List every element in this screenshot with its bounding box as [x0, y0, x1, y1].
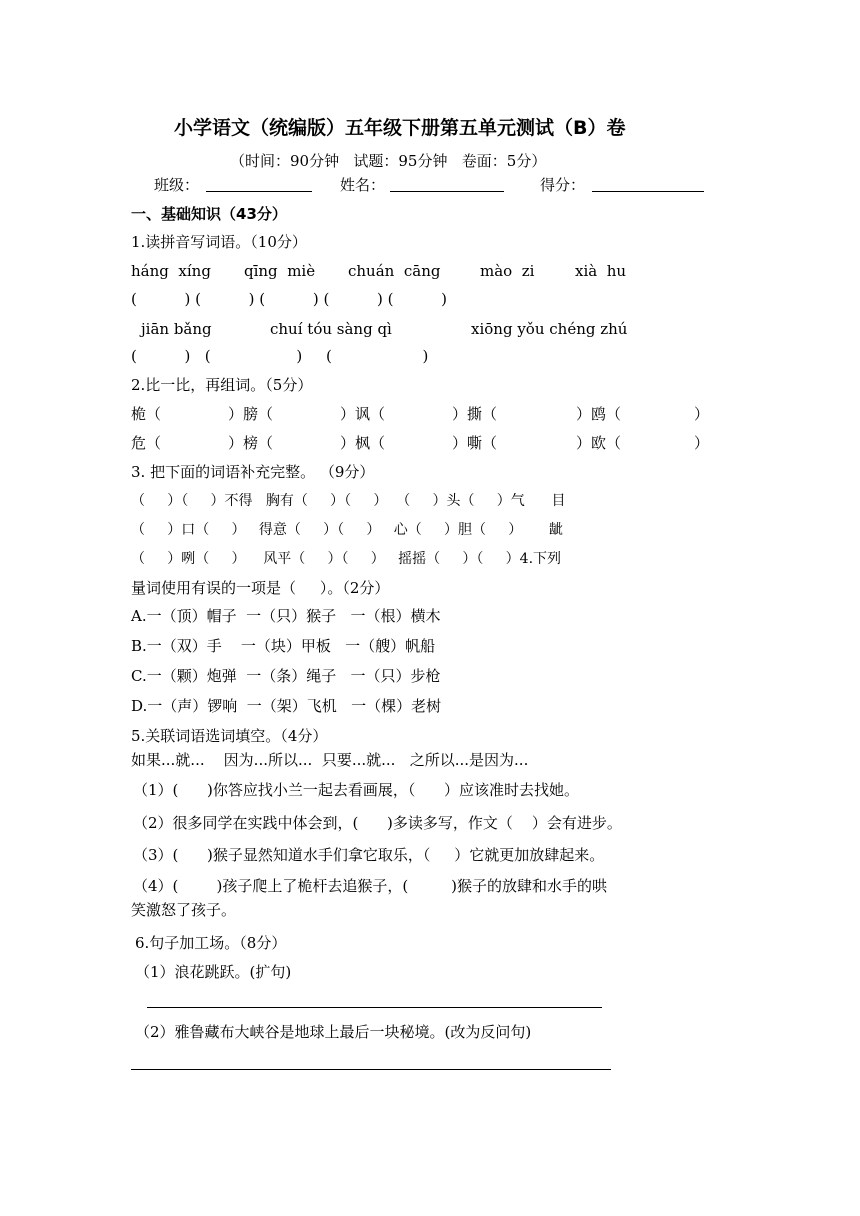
- answer-brackets[interactable]: ( ) ( ) ( ): [131, 347, 429, 365]
- pinyin-6: jiān bǎng: [141, 320, 212, 338]
- name-blank[interactable]: [390, 191, 504, 192]
- q4-option-c: C.一（颗）炮弹 一（条）绳子 一（只）步枪: [131, 667, 441, 685]
- q4-option-b: B.一（双）手 一（块）甲板 一（艘）帆船: [131, 637, 436, 655]
- pinyin-2: qīng miè: [244, 262, 316, 280]
- pinyin-3: chuán cāng: [348, 262, 441, 280]
- pinyin-4: mào zi: [480, 262, 535, 280]
- score-blank[interactable]: [592, 191, 704, 192]
- q5-heading: 5.关联词语选词填空。（4分）: [131, 727, 328, 745]
- q4-option-d: D.一（声）锣响 一（架）飞机 一（棵）老树: [131, 697, 442, 715]
- q5-item-4: （4）( )孩子爬上了桅杆去追猴子，( )猴子的放肆和水手的哄: [133, 877, 608, 895]
- q2-heading: 2.比一比，再组词。（5分）: [131, 376, 313, 394]
- pinyin-8: xiōng yǒu chéng zhú: [471, 320, 628, 338]
- q3-heading: 3. 把下面的词语补充完整。 （9分）: [131, 463, 375, 481]
- pinyin-7: chuí tóu sàng qì: [270, 320, 392, 338]
- compare-char: 危（: [131, 434, 162, 452]
- compare-char: ）枫（: [340, 434, 386, 452]
- q1-heading: 1.读拼音写词语。（10分）: [131, 233, 307, 251]
- answer-line-1[interactable]: [147, 1007, 602, 1008]
- exam-meta: （时间：90分钟 试题：95分钟 卷面：5分）: [230, 152, 547, 170]
- class-label: 班级：: [154, 176, 200, 194]
- name-label: 姓名：: [340, 176, 386, 194]
- q6-item-1: （1）浪花跳跃。(扩句): [135, 963, 292, 981]
- compare-char: ）讽（: [340, 405, 386, 423]
- section-heading: 一、基础知识（43分）: [131, 205, 287, 223]
- compare-char: 桅（: [131, 405, 162, 423]
- compare-char: ）: [694, 405, 710, 423]
- answer-line-2[interactable]: [131, 1069, 611, 1070]
- pinyin-1: háng xíng: [131, 262, 211, 280]
- q6-heading: 6.句子加工场。（8分）: [135, 934, 287, 952]
- exam-title: 小学语文（统编版）五年级下册第五单元测试（B）卷: [174, 117, 626, 139]
- pinyin-5: xià hu: [575, 262, 627, 280]
- q5-item-1: （1）( )你答应找小兰一起去看画展，（ ）应该准时去找她。: [133, 781, 579, 799]
- q3-row: （ ）（ ）不得 胸有（ ）（ ） （ ）头（ ）气 目: [131, 493, 566, 509]
- compare-char: ）榜（: [228, 434, 274, 452]
- q4-heading: 量词使用有误的一项是（ ）。（2分）: [131, 579, 390, 597]
- compare-char: ）撕（: [452, 405, 498, 423]
- compare-char: ）嘶（: [452, 434, 498, 452]
- compare-char: ）鸥（: [576, 405, 622, 423]
- q5-item-3: （3）( )猴子显然知道水手们拿它取乐，（ ）它就更加放肆起来。: [133, 846, 605, 864]
- q5-item-2: （2）很多同学在实践中体会到，( )多读多写，作文（ ）会有进步。: [133, 814, 622, 832]
- class-blank[interactable]: [206, 191, 312, 192]
- score-label: 得分：: [540, 176, 586, 194]
- q5-choices: 如果...就... 因为...所以... 只要...就... 之所以...是因为...: [131, 751, 529, 769]
- compare-char: ）欧（: [576, 434, 622, 452]
- answer-brackets[interactable]: ( ) ( ) ( ) ( ) ( ): [131, 290, 447, 308]
- q3-row: （ ）咧（ ） 风平（ ）（ ） 摇摇（ ）（ ）4.下列: [131, 551, 562, 567]
- q6-item-2: （2）雅鲁藏布大峡谷是地球上最后一块秘境。(改为反问句): [135, 1023, 532, 1041]
- compare-char: ）膀（: [228, 405, 274, 423]
- compare-char: ）: [694, 434, 710, 452]
- q3-row: （ ）口（ ） 得意（ ）（ ） 心（ ）胆（ ） 龇: [131, 522, 563, 538]
- q5-item-4-cont: 笑激怒了孩子。: [131, 901, 237, 919]
- q4-option-a: A.一（顶）帽子 一（只）猴子 一（根）横木: [131, 607, 441, 625]
